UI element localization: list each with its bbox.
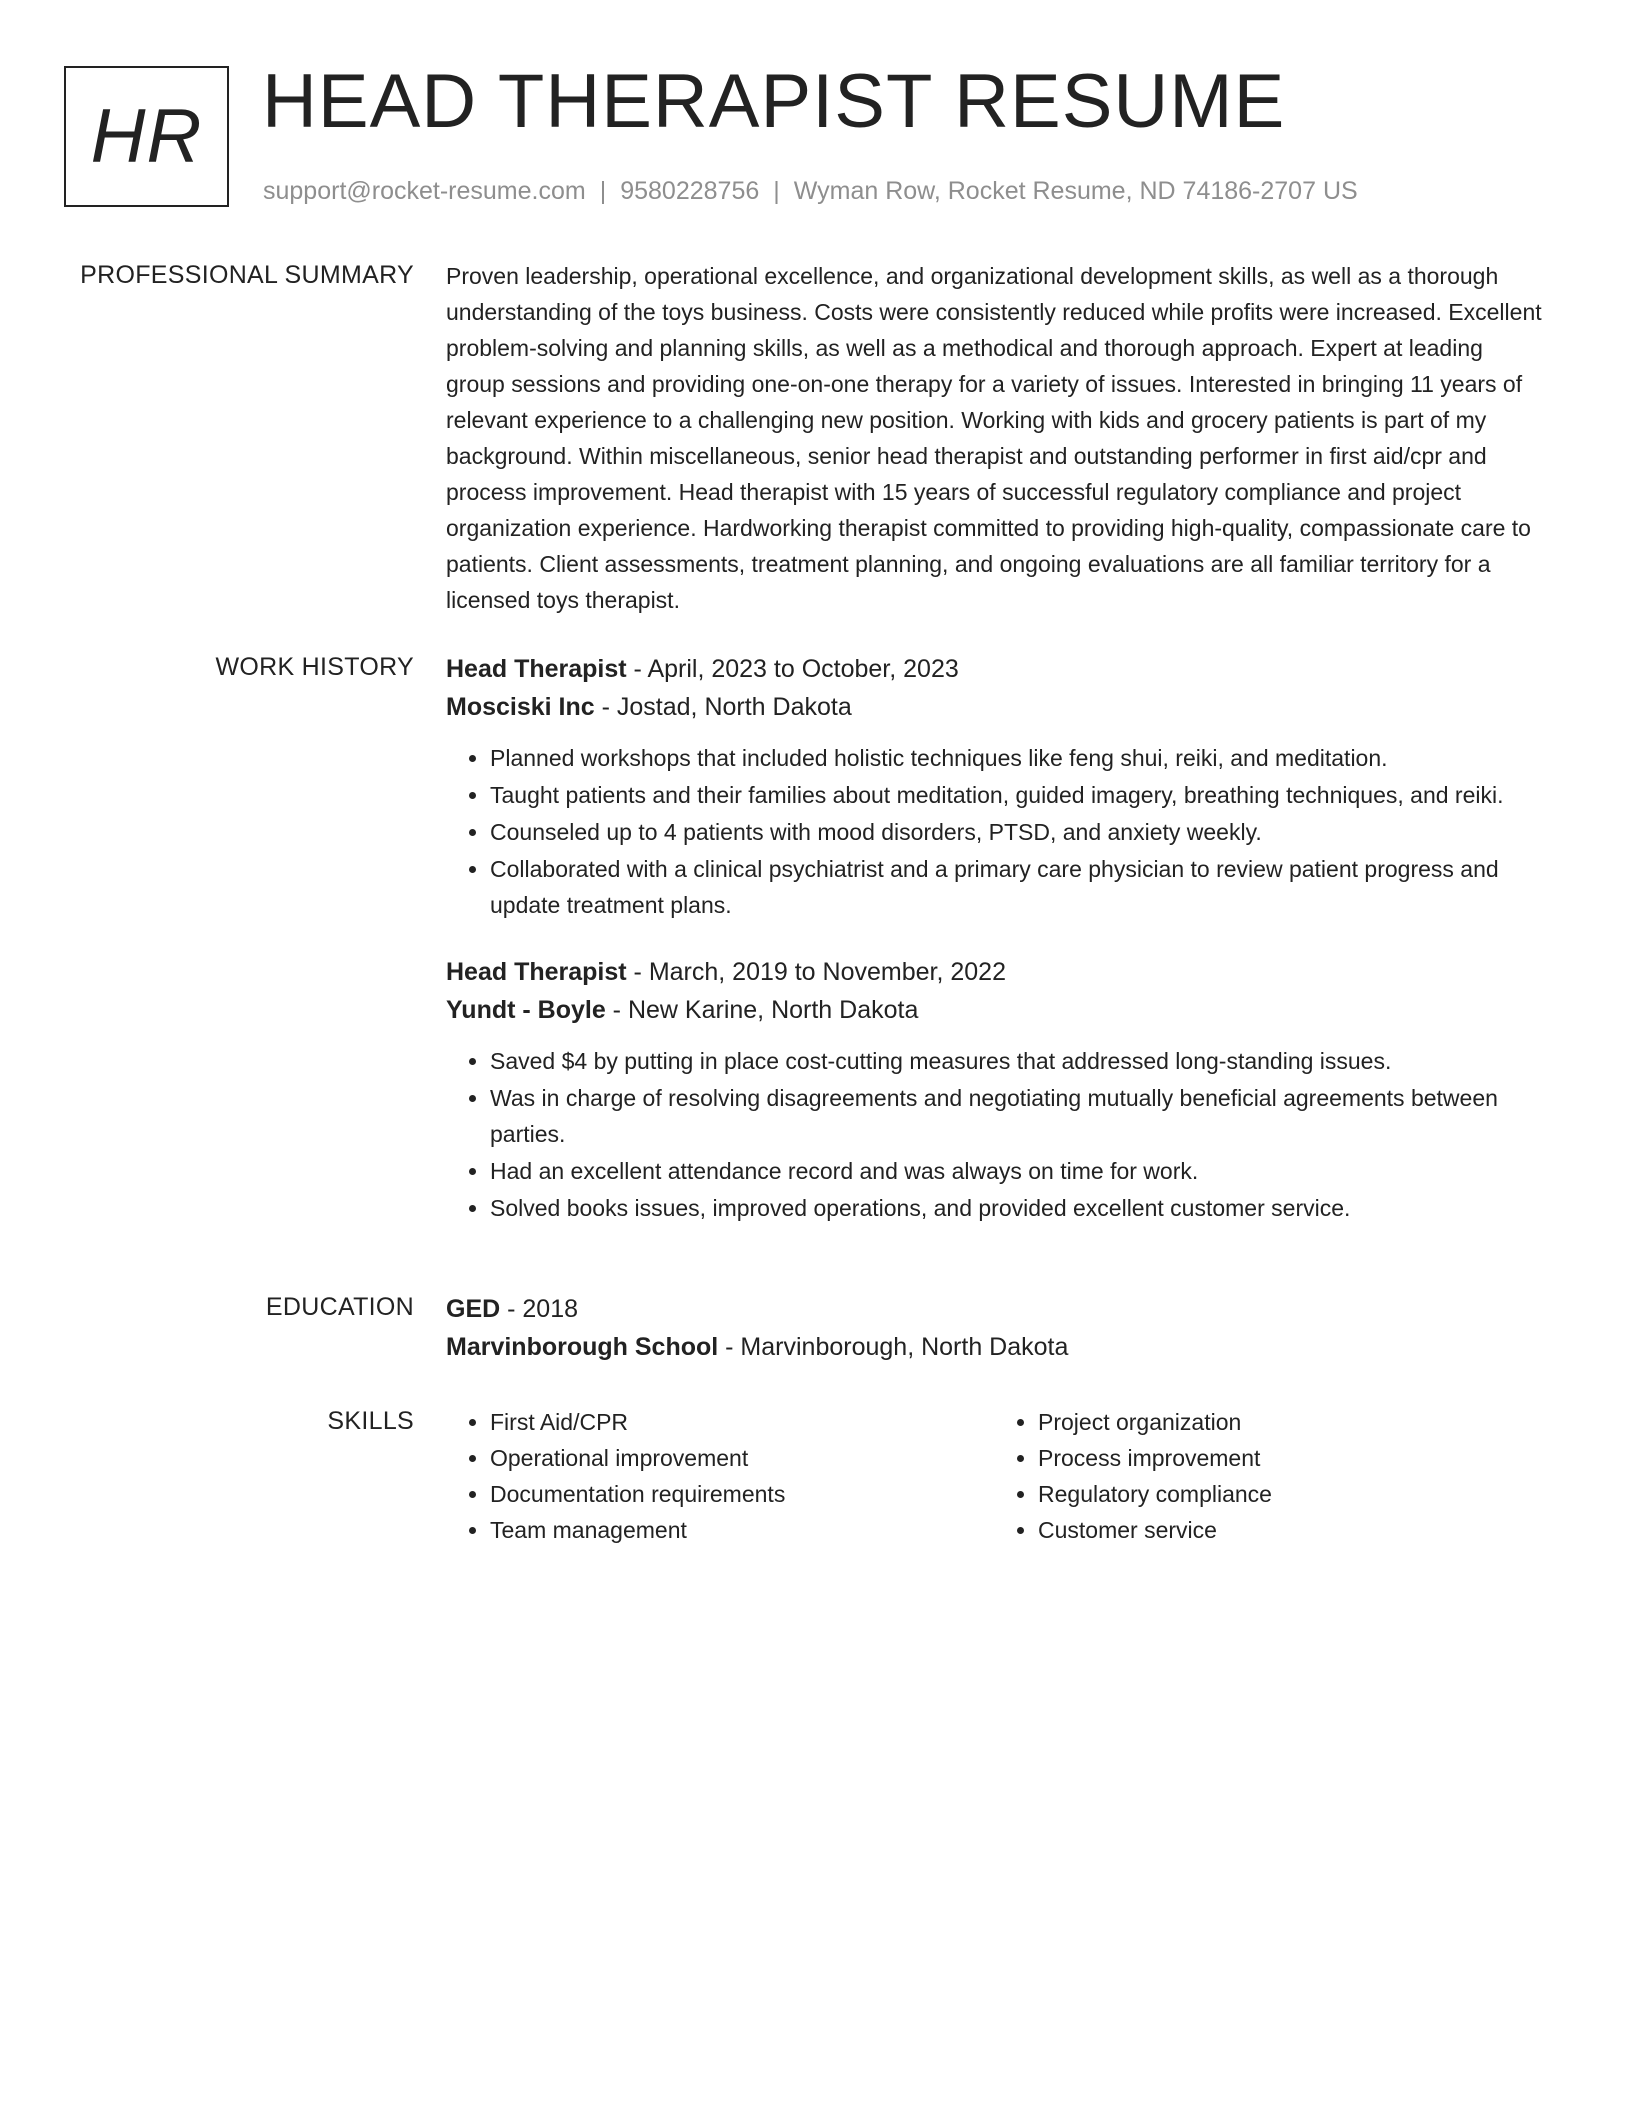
job-entry (446, 953, 1546, 1226)
skill-item: • Project organization (1038, 1404, 1542, 1440)
job-bullets (446, 1043, 1546, 1226)
work-history-body (446, 650, 1546, 1256)
contact-phone: 9580228756 (620, 177, 760, 205)
education-location: - Marvinborough, North Dakota (718, 1333, 1069, 1361)
resume-title: HEAD THERAPIST RESUME (262, 59, 1286, 144)
education-degree: GED (446, 1295, 501, 1323)
education-body (446, 1290, 1546, 1366)
contact-email: support@rocket-resume.com (263, 177, 586, 205)
contact-line (263, 174, 1358, 208)
education-degree-line (446, 1290, 1546, 1328)
contact-separator: | (773, 177, 780, 205)
summary-heading: PROFESSIONAL SUMMARY (80, 261, 414, 289)
job-location: - Jostad, North Dakota (594, 693, 852, 721)
job-bullet: • Counseled up to 4 patients with mood disorders, PTSD, and anxiety weekly. (490, 814, 1546, 850)
contact-address: Wyman Row, Rocket Resume, ND 74186-2707 US (793, 177, 1358, 205)
skills-grid (446, 1404, 1546, 1548)
job-bullets (446, 740, 1546, 923)
skills-column-left (446, 1404, 994, 1548)
summary-body (446, 258, 1546, 618)
skill-item: • Process improvement (1038, 1440, 1542, 1476)
skill-item: • Team management (490, 1512, 994, 1548)
job-bullet: • Planned workshops that included holistic techniques like feng shui, reiki, and meditation. (490, 740, 1546, 776)
job-dates: - April, 2023 to October, 2023 (626, 655, 959, 683)
monogram-initials: HR (90, 94, 203, 179)
job-title: Head Therapist (446, 958, 627, 986)
job-dates: - March, 2019 to November, 2022 (626, 958, 1006, 986)
summary-text: Proven leadership, operational excellence, and organizational development skills, as well as a thorough understanding of the toys business. Costs were consistently reduced while profits were increased. Excellent problem-solving and planning skills, as well as a methodical and thorough approach. Expert at leading group sessions and providing one-on-one therapy for a variety of issues. Interested in bringing 11 years of relevant experience to a challenging new position. Working with kids and grocery patients is part of my background. Within miscellaneous, senior head therapist and outstanding performer in first aid/cpr and process improvement. Head therapist with 15 years of successful regulatory compliance and project organization experience. Hardworking therapist committed to providing high-quality, compassionate care to patients. Client assessments, treatment planning, and ongoing evaluations are all familiar territory for a licensed toys therapist. (446, 263, 1542, 613)
job-company: Mosciski Inc (446, 693, 595, 721)
skill-item: • Documentation requirements (490, 1476, 994, 1512)
job-bullet: • Saved $4 by putting in place cost-cutting measures that addressed long-standing issues. (490, 1043, 1546, 1079)
job-title: Head Therapist (446, 655, 627, 683)
education-school-line (446, 1328, 1546, 1366)
job-title-line (446, 953, 1546, 991)
job-bullet: • Taught patients and their families about meditation, guided imagery, breathing techniques, and reiki. (490, 777, 1546, 813)
job-bullet: • Had an excellent attendance record and was always on time for work. (490, 1153, 1546, 1189)
job-entry (446, 650, 1546, 923)
skill-item: • Customer service (1038, 1512, 1542, 1548)
job-bullet: • Solved books issues, improved operations, and provided excellent customer service. (490, 1190, 1546, 1226)
monogram-box (64, 66, 229, 207)
job-company-line (446, 688, 1546, 726)
job-location: - New Karine, North Dakota (605, 996, 919, 1024)
education-year: - 2018 (500, 1295, 579, 1323)
job-bullet: • Collaborated with a clinical psychiatrist and a primary care physician to review patient progress and update treatment plans. (490, 851, 1546, 923)
skills-body (446, 1404, 1546, 1548)
contact-separator: | (599, 177, 607, 205)
job-bullet: • Was in charge of resolving disagreements and negotiating mutually beneficial agreements between parties. (490, 1080, 1546, 1152)
education-school: Marvinborough School (446, 1333, 719, 1361)
skill-item: • Regulatory compliance (1038, 1476, 1542, 1512)
skill-item: • Operational improvement (490, 1440, 994, 1476)
skill-item: • First Aid/CPR (490, 1404, 994, 1440)
skills-column-right (994, 1404, 1542, 1548)
job-company-line (446, 991, 1546, 1029)
work-history-heading: WORK HISTORY (215, 653, 414, 681)
education-heading: EDUCATION (265, 1293, 414, 1321)
job-company: Yundt - Boyle (446, 996, 606, 1024)
skills-heading: SKILLS (327, 1407, 414, 1435)
job-title-line (446, 650, 1546, 688)
